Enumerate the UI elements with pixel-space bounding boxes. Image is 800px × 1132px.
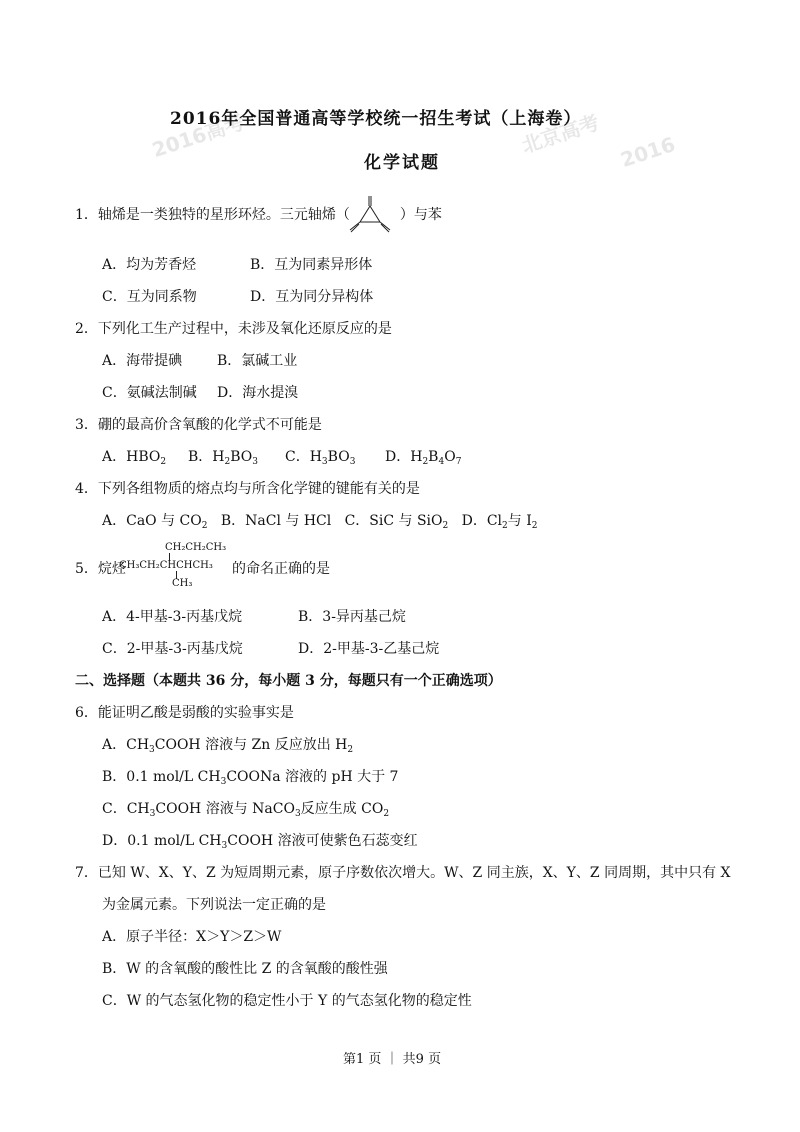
- q3-option-a: [102, 446, 166, 466]
- q2-option-d: D．海水提溴: [217, 385, 299, 401]
- q5-option-b: B．3-异丙基己烷: [298, 609, 406, 625]
- q4-d-sub1: 2: [502, 521, 508, 531]
- page-title: 2016年全国普通高等学校统一招生考试（上海卷）: [170, 109, 582, 129]
- q4-option-b: B．NaCl 与 HCl: [220, 513, 332, 529]
- q4-option-a: [102, 513, 207, 529]
- q5-option-c: C．2-甲基-3-丙基戊烷: [102, 641, 243, 657]
- q3-d-mid2: O: [444, 449, 456, 465]
- q4-c-sub: 2: [442, 521, 449, 531]
- q6-c-part2: COOH 溶液与 NaCO: [155, 801, 295, 817]
- q6-option-d: [102, 830, 418, 850]
- q6-option-a: [102, 734, 353, 754]
- q6-option-b: [102, 766, 398, 786]
- section-heading: 二、选择题（本题共 36 分，每小题 3 分，每题只有一个正确选项）: [75, 673, 502, 689]
- q3-c-sub2: 3: [349, 457, 356, 467]
- q3-b-text: B．H: [188, 449, 225, 465]
- watermark-text-3: 2016: [617, 131, 679, 173]
- q6-a-part2: COOH 溶液与 Zn 反应放出 H: [154, 737, 348, 753]
- q3-a-sub: 2: [160, 457, 167, 467]
- page-subtitle: 化学试题: [364, 153, 440, 173]
- q3-c-text: C．H: [285, 449, 322, 465]
- q1-option-a: A．均为芳香烃: [102, 257, 197, 273]
- q3-b-sub1: 2: [224, 457, 231, 467]
- q6-c-sub3: 2: [383, 809, 390, 819]
- q6-b-part2: COONa 溶液的 pH 大于 7: [226, 769, 399, 785]
- q6-c-part1: C．CH: [102, 801, 150, 817]
- q6-d-part1: D．0.1 mol/L CH: [102, 833, 222, 849]
- q2-option-c: C．氨碱法制碱: [102, 385, 197, 401]
- q4-c-text: C．SiC 与 SiO: [344, 513, 443, 529]
- q6-c-sub1: 3: [149, 809, 156, 819]
- q3-option-b: [188, 446, 258, 466]
- watermark: [618, 132, 678, 172]
- question-2-stem: 2．下列化工生产过程中，未涉及氧化还原反应的是: [75, 321, 392, 337]
- q3-d-text: D．H: [385, 449, 423, 465]
- q6-a-sub2: 2: [347, 745, 354, 755]
- q7-option-b: B．W 的含氧酸的酸性比 Z 的含氧酸的酸性强: [102, 961, 388, 977]
- q3-b-mid: BO: [230, 449, 253, 465]
- structure-top: CH₂CH₂CH₃: [165, 542, 227, 553]
- question-7-stem-line-1: 7．已知 W、X、Y、Z 为短周期元素，原子序数依次增大。W、Z 同主族，X、Y、Z 同周期，其中只有 X: [75, 865, 731, 881]
- q1-option-b: B．互为同素异形体: [250, 257, 373, 273]
- question-6-stem: 6．能证明乙酸是弱酸的实验事实是: [75, 705, 294, 721]
- q3-c-mid: BO: [327, 449, 350, 465]
- question-5-stem-b: 的命名正确的是: [232, 561, 330, 577]
- q4-d-mid: 与 I: [507, 513, 532, 529]
- q1-stem-part-a: 1．轴烯是一类独特的星形环烃。三元轴烯（: [75, 207, 350, 223]
- q4-a-text: A．CaO 与 CO: [102, 513, 202, 529]
- q6-d-part2: COOH 溶液可使紫色石蕊变红: [227, 833, 418, 849]
- q6-option-c: [102, 798, 389, 818]
- q2-option-b: B．氯碱工业: [217, 353, 298, 369]
- q3-a-text: A．HBO: [102, 449, 161, 465]
- q4-option-c: [345, 513, 449, 529]
- q5-option-a: A．4-甲基-3-丙基戊烷: [102, 609, 243, 625]
- q3-d-sub3: 7: [455, 457, 462, 467]
- q6-c-sub2: 3: [294, 809, 301, 819]
- q7-option-c: C．W 的气态氢化物的稳定性小于 Y 的气态氢化物的稳定性: [102, 993, 472, 1009]
- question-7-stem-line-2: 为金属元素。下列说法一定正确的是: [102, 897, 326, 913]
- question-3-stem: 3．硼的最高价含氧酸的化学式不可能是: [75, 417, 322, 433]
- q3-d-sub1: 2: [422, 457, 429, 467]
- q1-option-d: D．互为同分异构体: [250, 289, 374, 305]
- q4-a-sub: 2: [201, 521, 208, 531]
- q3-option-c: [285, 446, 355, 466]
- q4-option-d: [462, 513, 538, 529]
- q3-option-d: [385, 446, 461, 466]
- question-5-stem-a: 5．烷烃: [75, 561, 126, 577]
- q1-option-c: C．互为同系物: [102, 289, 197, 305]
- q3-c-sub1: 3: [321, 457, 328, 467]
- q4-options: [102, 510, 538, 530]
- q6-d-sub1: 3: [221, 841, 228, 851]
- q4-d-sub2: 2: [531, 521, 538, 531]
- q6-a-sub1: 3: [149, 745, 155, 755]
- triaxialene-structure-icon: [345, 194, 393, 238]
- q6-a-part1: A．CH: [102, 737, 150, 753]
- q4-d-text: D．Cl: [461, 513, 503, 529]
- q1-stem-part-b: ）与苯: [399, 207, 442, 223]
- question-4-stem: 4．下列各组物质的熔点均与所含化学键的键能有关的是: [75, 481, 420, 497]
- q5-option-d: D．2-甲基-3-乙基己烷: [298, 641, 440, 657]
- q7-option-a: A．原子半径：X＞Y＞Z＞W: [102, 929, 282, 945]
- watermark-text-2: 北京高考: [518, 110, 603, 158]
- q3-d-mid: B: [428, 449, 439, 465]
- q3-d-sub2: 4: [438, 457, 445, 467]
- q3-b-sub2: 3: [252, 457, 258, 467]
- structure-main: CH₃CH₂CHCHCH₃: [119, 560, 213, 571]
- q6-b-sub1: 3: [220, 777, 227, 787]
- page-number: 第1 页 ｜ 共9 页: [343, 1052, 442, 1067]
- structure-bottom: CH₃: [172, 578, 193, 589]
- q6-c-part3: 反应生成 CO: [300, 801, 384, 817]
- q2-option-a: A．海带提碘: [102, 353, 183, 369]
- watermark-text-1: 2016高考: [149, 109, 248, 163]
- q6-b-part1: B．0.1 mol/L CH: [102, 769, 221, 785]
